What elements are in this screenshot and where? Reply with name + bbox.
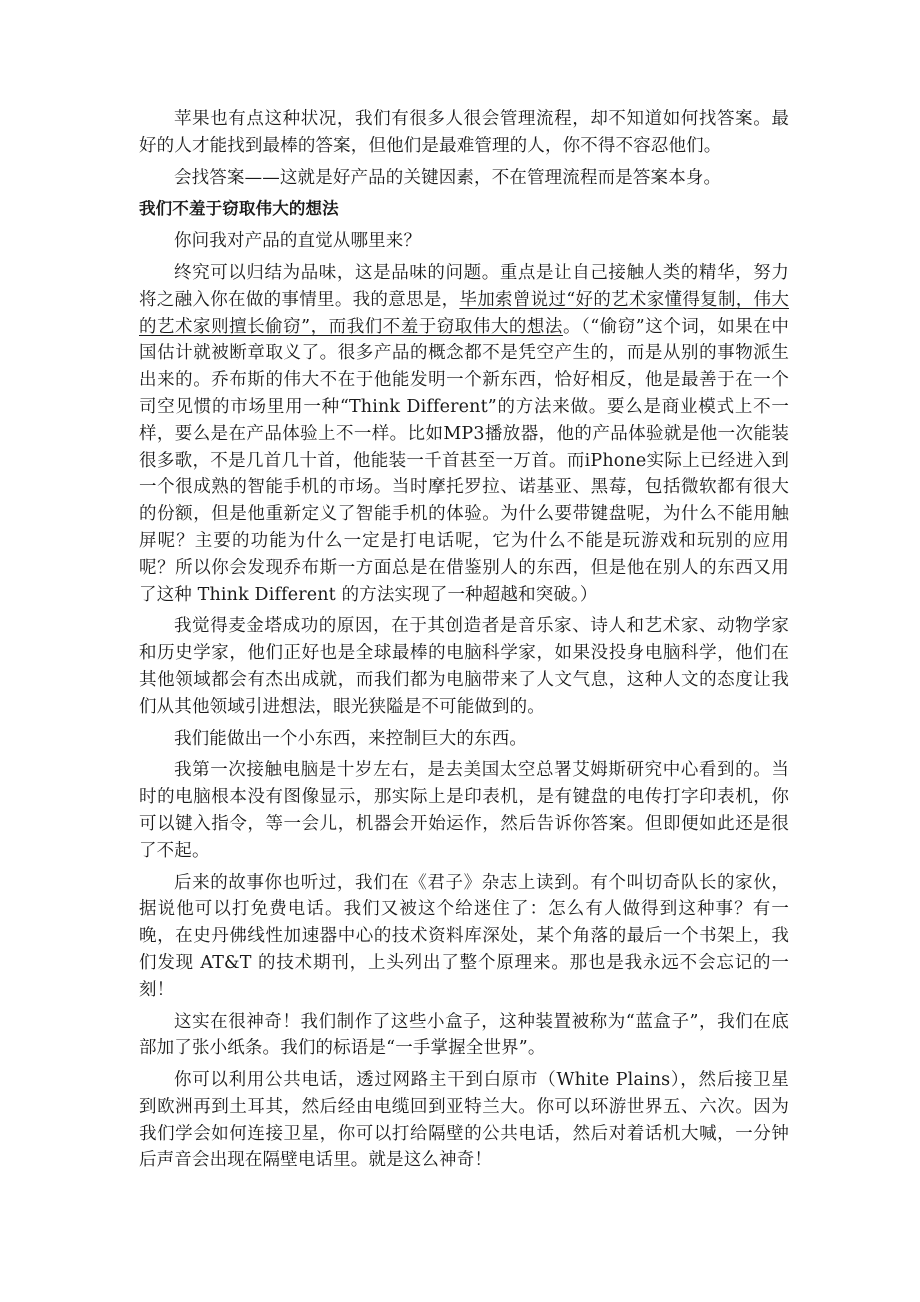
- paragraph-world-call: 你可以利用公共电话，透过网路主干到白原市（White Plains），然后接卫星到欧洲再到土耳其，然后经由电缆回到亚特兰大。你可以环游世界五、六次。因为我们学会如何连接卫星，你可以打给隔壁的公共电话，然后对着话机大喊，一分钟后声音会出现在隔壁电话里。就是这么神奇！: [139, 1070, 789, 1171]
- paragraph-first-computer: 我第一次接触电脑是十岁左右，是去美国太空总署艾姆斯研究中心看到的。当时的电脑根本没有图像显示，那实际上是印表机，是有键盘的电传打字印表机，你可以键入指令，等一会儿，机器会开始运作，然后告诉你答案。但即便如此还是很了不起。: [139, 760, 789, 861]
- paragraph-taste-intro: 终究可以归结为品味，这是品味的问题。重点是让自己接触人类的精华，努力将之融入你在做的事情里。我的意思是，: [139, 262, 789, 310]
- paragraph-blue-box: 这实在很神奇！我们制作了这些小盒子，这种装置被称为“蓝盒子”，我们在底部加了张小纸条。我们的标语是“一手掌握全世界”。: [139, 1011, 789, 1059]
- paragraph-esquire-story: 后来的故事你也听过，我们在《君子》杂志上读到。有个叫切奇队长的家伙，据说他可以打免费电话。我们又被这个给迷住了：怎么有人做得到这种事？有一晚，在史丹佛线性加速器中心的技术资料库深处，某个角落的最后一个书架上，我们发现 AT&T 的技术期刊，上头列出了整个原理来。那也是我永远不会忘记的一刻！: [139, 872, 789, 1000]
- paragraph-apple-management: 苹果也有点这种状况，我们有很多人很会管理流程，却不知道如何找答案。最好的人才能找到最棒的答案，但他们是最难管理的人，你不得不容忍他们。: [139, 109, 789, 156]
- paragraph-taste-commentary: 。（“偷窃”这个词，如果在中国估计就被断章取义了。很多产品的概念都不是凭空产生的，而是从别的事物派生出来的。乔布斯的伟大不在于他能发明一个新东西，恰好相反，他是最善于在一个司空见惯的市场里用一种“Think Different”的方法来做。要么是商业模式上不一样，要么是在产品体验上不一样。比如MP3播放器，他的产品体验就是他一次能装很多歌，不是几首几十首，他能装一千首甚至一万首。而iPhone实际上已经进入到一个很成熟的智能手机的市场。当时摩托罗拉、诺基亚、黑莓，包括微软都有很大的份额，但是他重新定义了智能手机的体验。为什么要带键盘呢，为什么不能用触屏呢？主要的功能为什么一定是打电话呢，它为什么不能是玩游戏和玩别的应用呢？所以你会发现乔布斯一方面总是在借鉴别人的东西，但是他在别人的东西又用了这种 Think Different 的方法实现了一种超越和突破。）: [139, 316, 789, 605]
- paragraph-macintosh-success: 我觉得麦金塔成功的原因，在于其创造者是音乐家、诗人和艺术家、动物学家和历史学家，他们正好也是全球最棒的电脑科学家，如果没投身电脑科学，他们在其他领域都会有杰出成就，而我们都为电脑带来了人文气息，这种人文的态度让我们从其他领域引进想法，眼光狭隘是不可能做到的。: [139, 616, 789, 717]
- picasso-quote-underlined: 毕加索曾说过“好的艺术家懂得复制，伟大的艺术家则擅长偷窃”，而我们不羞于窃取伟大的想法: [139, 289, 789, 337]
- paragraph-small-thing: 我们能做出一个小东西，来控制巨大的东西。: [174, 728, 527, 749]
- paragraph-intuition-question: 你问我对产品的直觉从哪里来？: [174, 231, 422, 252]
- paragraph-taste: [139, 260, 789, 608]
- section-heading: 我们不羞于窃取伟大的想法: [139, 199, 339, 219]
- paragraph-finding-answers: 会找答案——这就是好产品的关键因素，不在管理流程而是答案本身。: [174, 167, 722, 188]
- document-body: [139, 106, 789, 1179]
